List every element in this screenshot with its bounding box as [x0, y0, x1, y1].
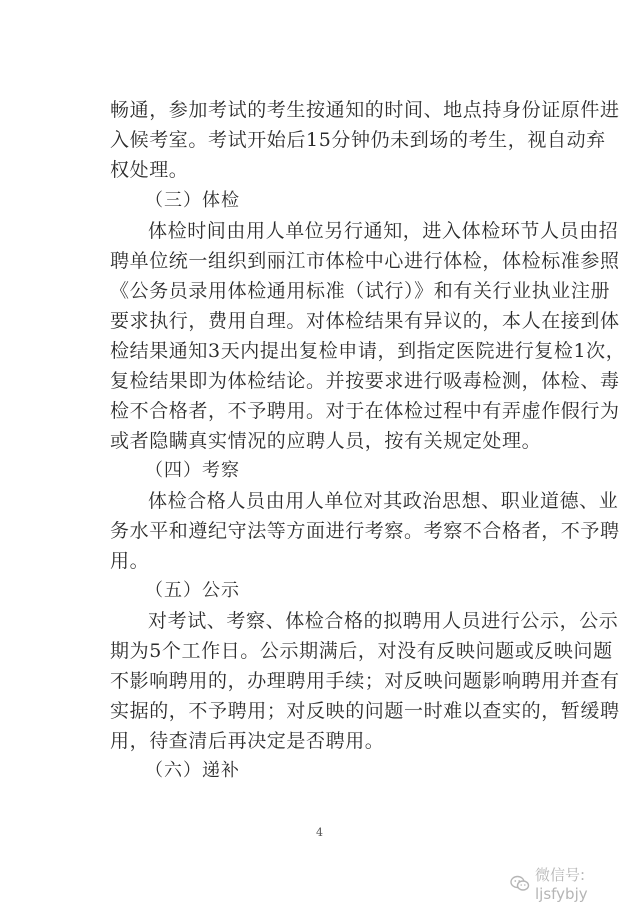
- watermark: [510, 864, 641, 903]
- watermark-text: 微信号: ljsfybjy: [535, 866, 588, 903]
- paragraph-line: 聘单位统一组织到丽江市体检中心进行体检，体检标准参照: [110, 250, 620, 272]
- section-heading-3: （三）体检: [145, 190, 240, 211]
- wechat-icon: [510, 875, 530, 892]
- paragraph-line: 畅通，参加考试的考生按通知的时间、地点持身份证原件进: [110, 99, 620, 121]
- section-heading-6: （六）递补: [145, 760, 240, 781]
- paragraph-line: 体检时间由用人单位另行通知，进入体检环节人员由招: [148, 220, 619, 242]
- section-heading-5: （五）公示: [145, 580, 240, 601]
- paragraph-line: 或者隐瞒真实情况的应聘人员，按有关规定处理。: [110, 430, 542, 452]
- paragraph-line: 用。: [110, 550, 150, 572]
- paragraph-line: 检不合格者，不予聘用。对于在体检过程中有弄虚作假行为: [110, 400, 620, 422]
- paragraph-line: 《公务员录用体检通用标准（试行）》和有关行业执业注册: [110, 280, 611, 302]
- page-number: 4: [316, 826, 323, 839]
- paragraph-line: 不影响聘用的，办理聘用手续；对反映问题影响聘用并查有: [110, 670, 620, 692]
- paragraph-line: 检结果通知3天内提出复检申请，到指定医院进行复检1次，: [110, 340, 626, 362]
- section-heading-4: （四）考察: [145, 460, 240, 481]
- paragraph-line: 权处理。: [110, 159, 189, 181]
- paragraph-line: 期为5个工作日。公示期满后，对没有反映问题或反映问题: [110, 640, 613, 662]
- paragraph-line: 入候考室。考试开始后15分钟仍未到场的考生，视自动弃: [110, 129, 606, 151]
- paragraph-line: 务水平和遵纪守法等方面进行考察。考察不合格者，不予聘: [110, 520, 620, 542]
- paragraph-line: 体检合格人员由用人单位对其政治思想、职业道德、业: [148, 490, 619, 512]
- paragraph-line: 要求执行，费用自理。对体检结果有异议的，本人在接到体: [110, 310, 620, 332]
- paragraph-line: 实据的，不予聘用；对反映的问题一时难以查实的，暂缓聘: [110, 700, 620, 722]
- paragraph-line: 对考试、考察、体检合格的拟聘用人员进行公示，公示: [148, 610, 619, 632]
- paragraph-line: 复检结果即为体检结论。并按要求进行吸毒检测，体检、毒: [110, 370, 620, 392]
- paragraph-line: 用，待查清后再决定是否聘用。: [110, 730, 385, 752]
